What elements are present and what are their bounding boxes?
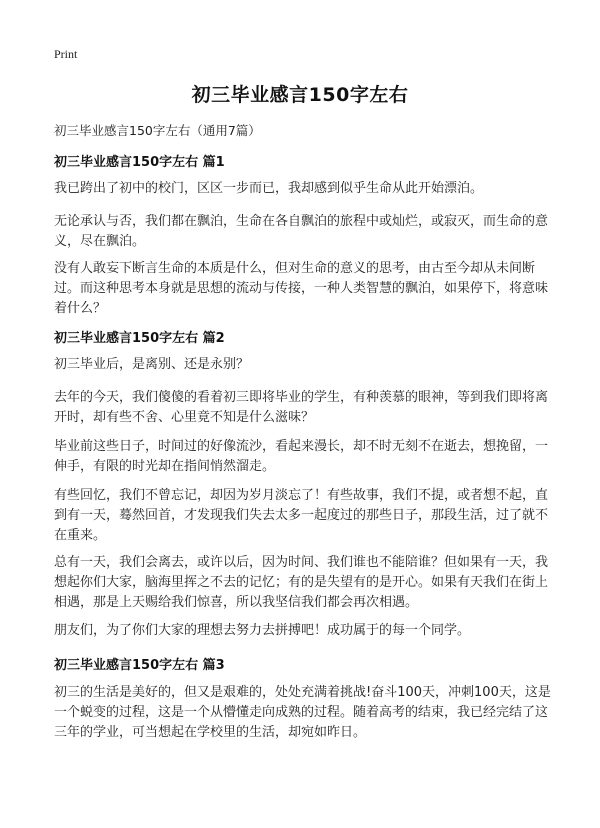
section-2-paragraph-5: 总有一天，我们会离去，或许以后，因为时间、我们谁也不能陪谁？但如果有一天，我想起你们大家，脑海里挥之不去的记忆；有的是失望有的是开心。如果有天我们在街上相遇，那是上天赐给我们惊喜，所以我坚信我们都会再次相遇。 xyxy=(54,555,549,610)
section-2-paragraph-4: 有些回忆，我们不曾忘记，却因为岁月淡忘了！有些故事，我们不提，或者想不起，直到有一天，蓦然回首，才发现我们失去太多一起度过的那些日子，那段生活，过了就不在重来。 xyxy=(54,488,549,543)
section-1-paragraph-3: 没有人敢妄下断言生命的本质是什么，但对生命的意义的思考，由古至今却从未间断过。而这种思考本身就是思想的流动与传接，一种人类智慧的飘泊，如果停下，将意味着什么？ xyxy=(54,261,549,316)
section-2-paragraph-2: 去年的今天，我们傻傻的看着初三即将毕业的学生，有种羡慕的眼神，等到我们即将离开时，却有些不舍、心里竟不知是什么滋味？ xyxy=(54,390,549,425)
section-2-paragraph-3: 毕业前这些日子，时间过的好像流沙，看起来漫长，却不时无刻不在逝去，想挽留，一伸手，有限的时光却在指间悄然溜走。 xyxy=(54,439,549,474)
print-link[interactable]: Print xyxy=(54,47,78,61)
section-3-paragraph-1: 初三的生活是美好的，但又是艰难的，处处充满着挑战!奋斗100天，冲刺100天，这是一个蜕变的过程，这是一个从懵懂走向成熟的过程。随着高考的结束，我已经完结了这三年的学业，可当想起在学校里的生活，却宛如昨日。 xyxy=(54,685,551,740)
section-heading-3: 初三毕业感言150字左右 篇3 xyxy=(54,658,225,673)
page-subtitle: 初三毕业感言150字左右（通用7篇） xyxy=(54,123,261,138)
section-1-paragraph-2: 无论承认与否，我们都在飘泊，生命在各自飘泊的旅程中或灿烂，或寂灭，而生命的意义，尽在飘泊。 xyxy=(54,214,549,249)
section-2-paragraph-6: 朋友们，为了你们大家的理想去努力去拼搏吧！成功属于的每一个同学。 xyxy=(54,623,471,638)
section-1-paragraph-1: 我已跨出了初中的校门，区区一步而已，我却感到似乎生命从此开始漂泊。 xyxy=(54,181,484,196)
section-heading-1: 初三毕业感言150字左右 篇1 xyxy=(54,155,225,170)
page-title: 初三毕业感言150字左右 xyxy=(191,84,409,106)
section-2-paragraph-1: 初三毕业后，是离别、还是永别？ xyxy=(54,357,250,372)
section-heading-2: 初三毕业感言150字左右 篇2 xyxy=(54,331,225,346)
